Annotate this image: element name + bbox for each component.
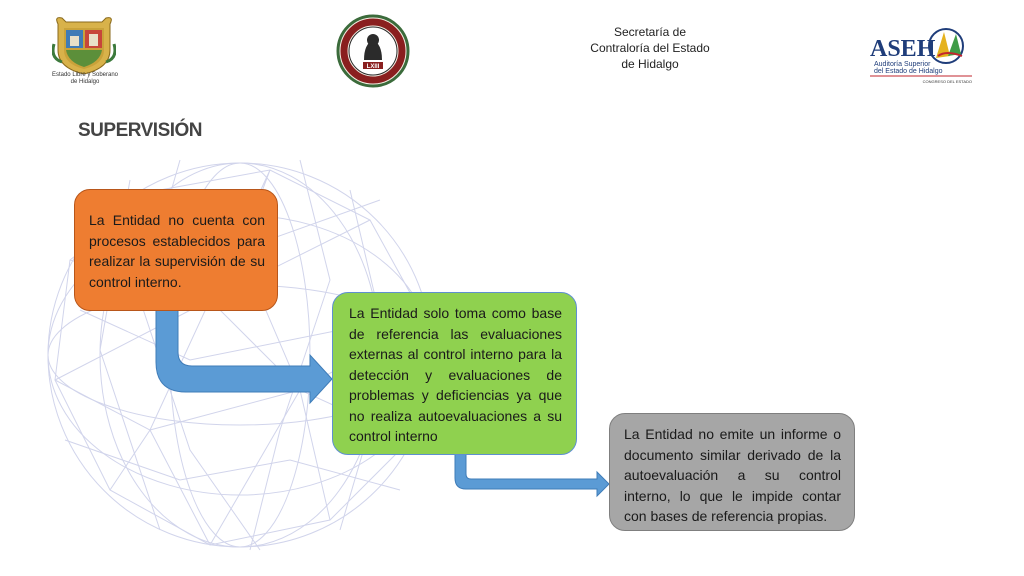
page-title: SUPERVISIÓN bbox=[78, 120, 203, 141]
step-3-text: La Entidad no emite un informe o documento similar derivado de la autoevaluación a su control interno, lo que le impide contar con bases de referencia propias. bbox=[624, 426, 841, 524]
secretaria-line-2: Contraloría del Estado bbox=[590, 41, 710, 55]
secretaria-line-1: Secretaría de bbox=[613, 25, 687, 39]
arrow-step2-to-step3 bbox=[455, 454, 609, 496]
step-3-no-self-assessment-report bbox=[609, 413, 855, 531]
arrow-step1-to-step2 bbox=[156, 310, 332, 403]
seal-legislature-label: LXIII bbox=[366, 64, 380, 70]
step-1-no-supervision-processes bbox=[74, 189, 278, 311]
aseh-subtitle-1: Auditoría Superior bbox=[874, 61, 931, 68]
aseh-subtitle-3: CONGRESO DEL ESTADO bbox=[922, 79, 972, 84]
aseh-subtitle-2: del Estado de Hidalgo bbox=[874, 68, 943, 75]
step-1-text: La Entidad no cuenta con procesos establecidos para realizar la supervisión de su control interno. bbox=[89, 212, 265, 290]
aseh-wordmark: ASEH bbox=[870, 36, 936, 62]
coat-of-arms-caption: Estado Libre y Soberano de Hidalgo bbox=[51, 72, 119, 85]
step-2-text: La Entidad solo toma como base de referencia las evaluaciones externas al control interno para la detección y evaluaciones de problemas y deficiencias ya que no realiza autoevaluaciones a su control interno bbox=[349, 305, 562, 444]
step-2-external-evaluations-only bbox=[332, 292, 577, 455]
secretaria-line-3: de Hidalgo bbox=[621, 57, 679, 71]
